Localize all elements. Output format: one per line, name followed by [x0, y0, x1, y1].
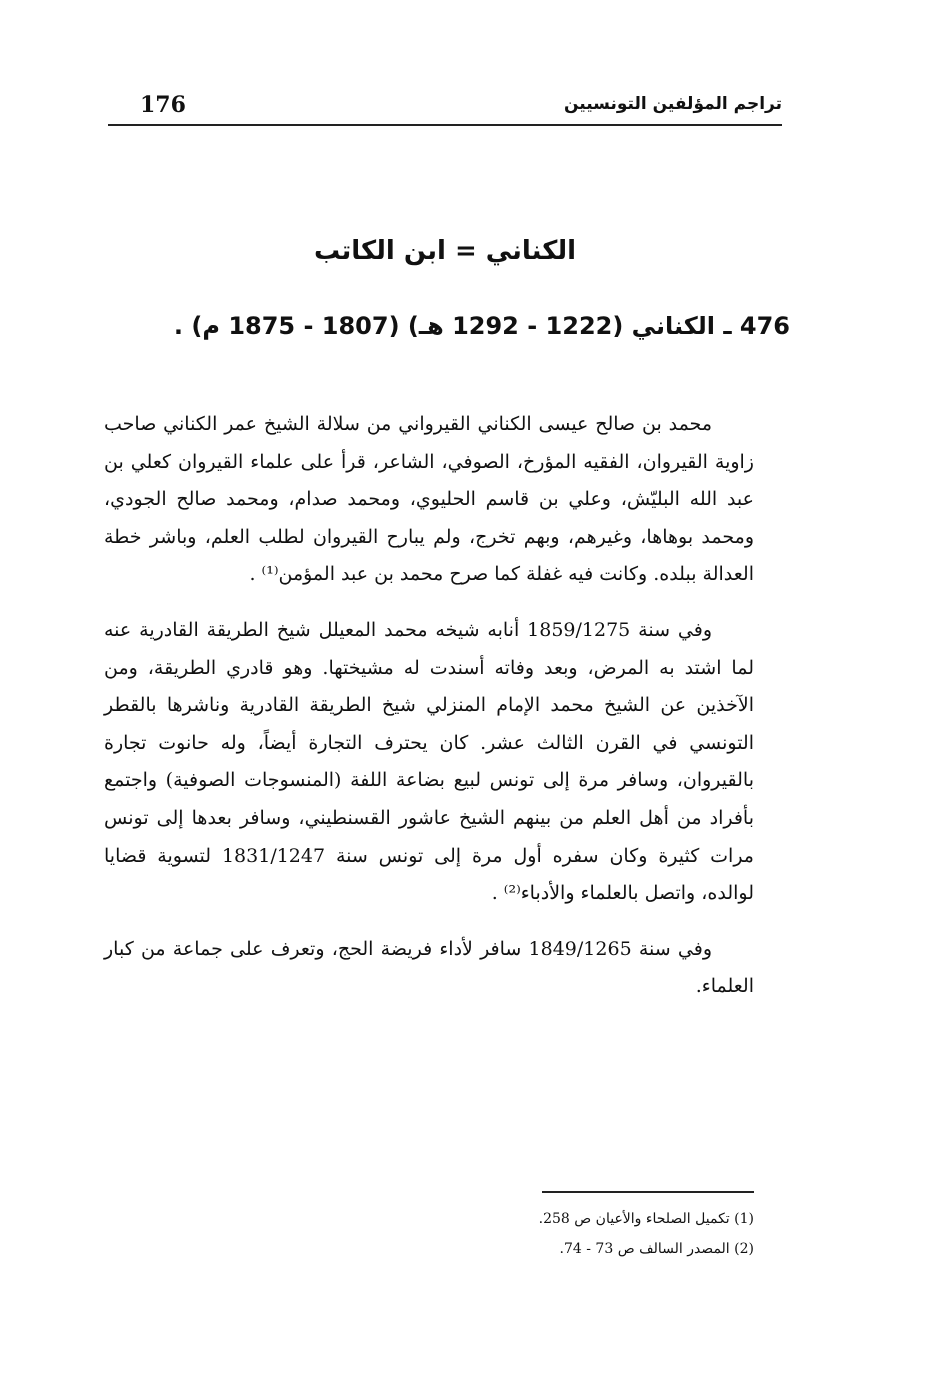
- paragraph-3: وفي سنة 1849/1265 سافر لأداء فريضة الحج، وتعرف على جماعة من كبار العلماء.: [104, 937, 754, 998]
- running-header: [108, 88, 782, 126]
- cross-reference-heading: الكناني = ابن الكاتب: [313, 236, 577, 266]
- entry-heading: 476 ـ الكناني (1222 - 1292 هـ) (1807 - 1875 م) .: [173, 312, 790, 340]
- paragraph-2: وفي سنة 1859/1275 أنابه شيخه محمد المعيلل شيخ الطريقة القادرية عنه لما اشتد به المرض، وبعد وفاته أسندت له مشيختها. وهو قادري الطريقة، ومن الآخذين عن الشيخ محمد الإمام المنزلي شيخ الطريقة القادرية وناشرها بالقطر التونسي في القرن الثالث عشر. كان يحترف التجارة أيضاً، وله حانوت تجارة بالقيروان، وسافر مرة إلى تونس لبيع بضاعة اللفة (المنسوجات الصوفية) واجتمع بأفراد من أهل العلم من بينهم الشيخ عاشور القسنطيني، وسافر بعدها إلى تونس مرات كثيرة وكان سفره أول مرة إلى تونس سنة 1831/1247 لتسوية قضايا لوالده، واتصل بالعلماء والأدباء⁽²⁾ .: [104, 618, 754, 905]
- footnote-2: (2) المصدر السالف ص 73 - 74.: [559, 1241, 754, 1257]
- footnote-divider: [542, 1191, 754, 1193]
- entry-body: [104, 406, 754, 1024]
- page-number: 176: [140, 92, 186, 118]
- footnotes: [294, 1204, 754, 1264]
- footnote-1: (1) تكميل الصلحاء والأعيان ص 258.: [538, 1211, 754, 1227]
- paragraph-1: محمد بن صالح عيسى الكناني القيرواني من سلالة الشيخ عمر الكناني صاحب زاوية القيروان، الفقيه المؤرخ، الصوفي، الشاعر، قرأ على علماء القيروان كعلي بن عبد الله البليّش، وعلي بن قاسم الحليوي، ومحمد صدام، ومحمد صالح الجودي، ومحمد بوهاها، وغيرهم، وبهم تخرج، ولم يبارح القيروان لطلب العلم، وباشر خطة العدالة ببلده. وكانت فيه غفلة كما صرح محمد بن عبد المؤمن⁽¹⁾ .: [104, 413, 754, 586]
- running-title: تراجم المؤلفين التونسيين: [564, 94, 782, 114]
